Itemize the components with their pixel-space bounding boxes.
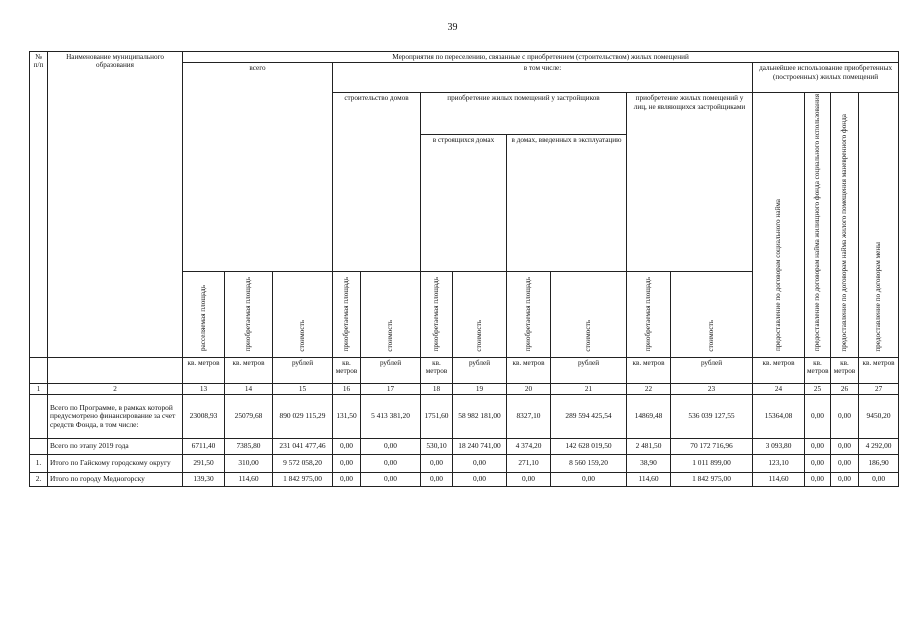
value-cell: 5 413 381,20 bbox=[361, 394, 421, 438]
value-cell: 23008,93 bbox=[183, 394, 225, 438]
value-cell: 131,50 bbox=[333, 394, 361, 438]
value-cell: 0,00 bbox=[333, 438, 361, 454]
value-cell: 58 982 181,00 bbox=[453, 394, 507, 438]
value-cell: 0,00 bbox=[831, 438, 859, 454]
column-number: 15 bbox=[273, 383, 333, 394]
header-area-acquired: приобретаемая площадь bbox=[244, 276, 253, 352]
header-measures: Мероприятия по переселению, связанные с приобретением (строительством) жилых помещений bbox=[183, 52, 899, 63]
header-exchange: предоставление по договорам мены bbox=[874, 241, 883, 352]
header-construction: строительство домов bbox=[333, 93, 421, 272]
value-cell: 142 628 019,50 bbox=[551, 438, 627, 454]
unit-cell: рублей bbox=[361, 357, 421, 383]
column-number: 16 bbox=[333, 383, 361, 394]
value-cell: 186,90 bbox=[859, 454, 899, 472]
value-cell: 0,00 bbox=[453, 472, 507, 486]
value-cell: 114,60 bbox=[627, 472, 671, 486]
header-under-construction: в строящихся домах bbox=[421, 134, 507, 271]
column-number: 1 bbox=[30, 383, 48, 394]
value-cell: 0,00 bbox=[507, 472, 551, 486]
unit-cell: кв. метров bbox=[507, 357, 551, 383]
header-area-acquired: приобретаемая площадь bbox=[342, 276, 351, 352]
unit-cell: кв. метров bbox=[333, 357, 361, 383]
column-number: 13 bbox=[183, 383, 225, 394]
row-number bbox=[30, 394, 48, 438]
value-cell: 536 039 127,55 bbox=[671, 394, 753, 438]
header-area-acquired: приобретаемая площадь bbox=[644, 276, 653, 352]
row-number: 1. bbox=[30, 454, 48, 472]
value-cell: 0,00 bbox=[805, 394, 831, 438]
value-cell: 0,00 bbox=[805, 438, 831, 454]
value-cell: 14869,48 bbox=[627, 394, 671, 438]
value-cell: 0,00 bbox=[805, 472, 831, 486]
value-cell: 0,00 bbox=[421, 454, 453, 472]
unit-cell: кв. метров bbox=[225, 357, 273, 383]
page-number: 39 bbox=[447, 22, 458, 33]
value-cell: 123,10 bbox=[753, 454, 805, 472]
value-cell: 114,60 bbox=[225, 472, 273, 486]
column-number: 21 bbox=[551, 383, 627, 394]
value-cell: 15364,08 bbox=[753, 394, 805, 438]
header-cost: стоимость bbox=[298, 319, 307, 352]
value-cell: 0,00 bbox=[333, 472, 361, 486]
header-area-acquired: приобретаемая площадь bbox=[524, 276, 533, 352]
unit-cell: кв. метров bbox=[421, 357, 453, 383]
value-cell: 289 594 425,54 bbox=[551, 394, 627, 438]
header-area-acquired: приобретаемая площадь bbox=[432, 276, 441, 352]
column-number: 14 bbox=[225, 383, 273, 394]
value-cell: 231 041 477,46 bbox=[273, 438, 333, 454]
header-purchase-non-developers: приобретение жилых помещений у лиц, не являющихся застройщиками bbox=[627, 93, 753, 272]
value-cell: 9 572 058,20 bbox=[273, 454, 333, 472]
value-cell: 1 011 899,00 bbox=[671, 454, 753, 472]
value-cell: 1 842 975,00 bbox=[273, 472, 333, 486]
value-cell: 291,50 bbox=[183, 454, 225, 472]
value-cell: 0,00 bbox=[333, 454, 361, 472]
value-cell: 114,60 bbox=[753, 472, 805, 486]
value-cell: 0,00 bbox=[421, 472, 453, 486]
column-number: 22 bbox=[627, 383, 671, 394]
value-cell: 1751,60 bbox=[421, 394, 453, 438]
header-social-rent: предоставление по договорам социального найма bbox=[774, 199, 783, 352]
header-cost: стоимость bbox=[707, 319, 716, 352]
unit-cell: кв. метров bbox=[753, 357, 805, 383]
unit-cell: рублей bbox=[671, 357, 753, 383]
value-cell: 0,00 bbox=[551, 472, 627, 486]
header-cost: стоимость bbox=[584, 319, 593, 352]
value-cell: 4 292,00 bbox=[859, 438, 899, 454]
header-social-use-fund: предоставление по договорам найма жилищного фонда социального использования bbox=[813, 94, 822, 352]
header-including: в том числе: bbox=[333, 63, 753, 93]
value-cell: 18 240 741,00 bbox=[453, 438, 507, 454]
value-cell: 70 172 716,96 bbox=[671, 438, 753, 454]
unit-cell: кв. метров bbox=[183, 357, 225, 383]
value-cell: 8 560 159,20 bbox=[551, 454, 627, 472]
unit-cell: кв. метров bbox=[859, 357, 899, 383]
header-cost: стоимость bbox=[386, 319, 395, 352]
value-cell: 0,00 bbox=[453, 454, 507, 472]
column-number: 17 bbox=[361, 383, 421, 394]
header-further-use: дальнейшее использование приобретенных (построенных) жилых помещений bbox=[753, 63, 899, 93]
value-cell: 530,10 bbox=[421, 438, 453, 454]
header-area-resettled: расселяемая площадь bbox=[199, 285, 208, 352]
unit-cell: рублей bbox=[273, 357, 333, 383]
value-cell: 6711,40 bbox=[183, 438, 225, 454]
value-cell: 0,00 bbox=[831, 454, 859, 472]
row-name: Итого по городу Медногорску bbox=[48, 472, 183, 486]
value-cell: 1 842 975,00 bbox=[671, 472, 753, 486]
value-cell: 0,00 bbox=[831, 472, 859, 486]
column-number: 2 bbox=[48, 383, 183, 394]
value-cell: 3 093,80 bbox=[753, 438, 805, 454]
column-number: 25 bbox=[805, 383, 831, 394]
value-cell: 25079,68 bbox=[225, 394, 273, 438]
header-maneuver-fund: предоставление по договорам найма жилого помещения маневренного фонда bbox=[840, 113, 849, 352]
value-cell: 890 029 115,29 bbox=[273, 394, 333, 438]
table-row bbox=[30, 454, 899, 472]
unit-cell: кв. метров bbox=[627, 357, 671, 383]
value-cell: 139,30 bbox=[183, 472, 225, 486]
unit-cell: рублей bbox=[551, 357, 627, 383]
value-cell: 271,10 bbox=[507, 454, 551, 472]
value-cell: 2 481,50 bbox=[627, 438, 671, 454]
header-commissioned: в домах, введенных в эксплуатацию bbox=[507, 134, 627, 271]
value-cell: 310,00 bbox=[225, 454, 273, 472]
column-number: 26 bbox=[831, 383, 859, 394]
column-number: 23 bbox=[671, 383, 753, 394]
table-row bbox=[30, 394, 899, 438]
value-cell: 8327,10 bbox=[507, 394, 551, 438]
table-row bbox=[30, 472, 899, 486]
row-number: 2. bbox=[30, 472, 48, 486]
row-name: Всего по Программе, в рамках которой предусмотрено финансирование за счет средств Фонда, в том числе: bbox=[48, 394, 183, 438]
row-name: Итого по Гайскому городскому округу bbox=[48, 454, 183, 472]
row-name: Всего по этапу 2019 года bbox=[48, 438, 183, 454]
column-number: 27 bbox=[859, 383, 899, 394]
resettlement-table bbox=[29, 51, 899, 487]
unit-cell: кв. метров bbox=[831, 357, 859, 383]
unit-cell: рублей bbox=[453, 357, 507, 383]
value-cell: 4 374,20 bbox=[507, 438, 551, 454]
column-number: 20 bbox=[507, 383, 551, 394]
value-cell: 0,00 bbox=[361, 438, 421, 454]
header-name: Наименование муниципального образования bbox=[48, 52, 183, 358]
value-cell: 0,00 bbox=[859, 472, 899, 486]
value-cell: 7385,80 bbox=[225, 438, 273, 454]
row-number bbox=[30, 438, 48, 454]
table-row bbox=[30, 438, 899, 454]
value-cell: 0,00 bbox=[361, 454, 421, 472]
value-cell: 0,00 bbox=[831, 394, 859, 438]
value-cell: 0,00 bbox=[805, 454, 831, 472]
column-number: 24 bbox=[753, 383, 805, 394]
column-number: 19 bbox=[453, 383, 507, 394]
value-cell: 9450,20 bbox=[859, 394, 899, 438]
header-cost: стоимость bbox=[475, 319, 484, 352]
header-num: № п/п bbox=[30, 52, 48, 358]
value-cell: 38,90 bbox=[627, 454, 671, 472]
column-number: 18 bbox=[421, 383, 453, 394]
header-purchase-developers: приобретение жилых помещений у застройщиков bbox=[421, 93, 627, 135]
unit-cell: кв. метров bbox=[805, 357, 831, 383]
value-cell: 0,00 bbox=[361, 472, 421, 486]
header-total: всего bbox=[183, 63, 333, 272]
